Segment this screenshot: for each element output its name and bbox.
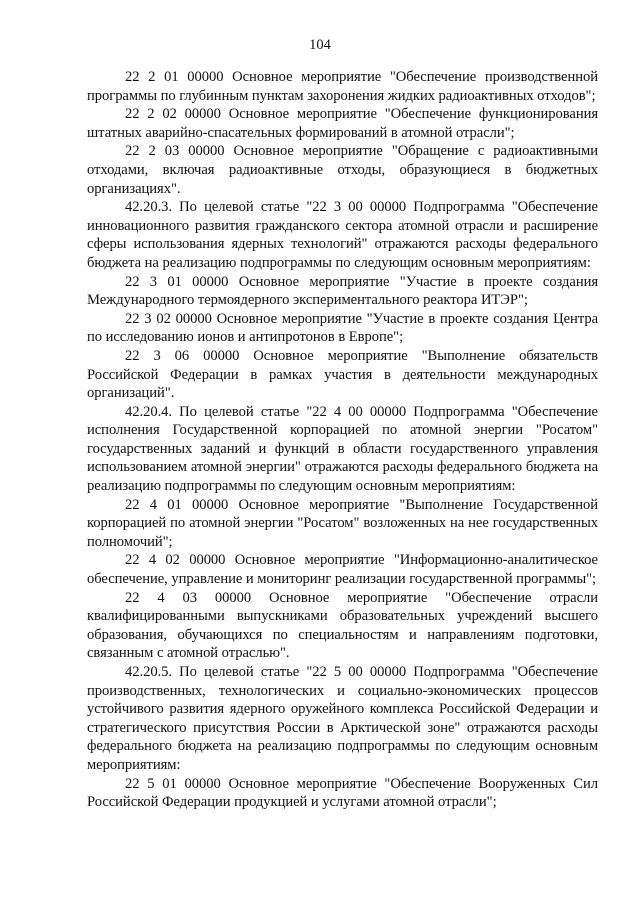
paragraph: 22 2 03 00000 Основное мероприятие "Обращение с радиоактивными отходами, включая радиоактивные отходы, образующиеся в бюджетных организациях". <box>87 143 598 197</box>
paragraph: 22 4 02 00000 Основное мероприятие "Информационно-аналитическое обеспечение, управление и мониторинг реализации государственной программы"; <box>87 552 598 588</box>
page-number: 104 <box>309 37 331 53</box>
paragraph: 22 2 02 00000 Основное мероприятие "Обеспечение функционирования штатных аварийно-спасательных формирований в атомной отрасли"; <box>87 106 598 141</box>
paragraph: 22 4 03 00000 Основное мероприятие "Обеспечение отрасли квалифицированными выпускниками образовательных учреждений высшего образования, обучающихся по специальностям и направлениям подготовки, связанным с атомной отраслью". <box>87 589 598 662</box>
paragraph: 22 5 01 00000 Основное мероприятие "Обеспечение Вооруженных Сил Российской Федерации продукцией и услугами атомной отрасли"; <box>87 775 598 811</box>
section-paragraph-42-20-3: 42.20.3. По целевой статье "22 3 00 00000 Подпрограмма "Обеспечение инновационного развития гражданского сектора атомной отрасли и расширение сферы использования ядерных технологий" отражаются расходы федерального бюджета на реализацию подпрограммы по следующим основным мероприятиям: <box>87 199 598 271</box>
paragraph: 22 2 01 00000 Основное мероприятие "Обеспечение производственной программы по глубинным пунктам захоронения жидких радиоактивных отходов"; <box>87 69 598 104</box>
paragraph: 22 4 01 00000 Основное мероприятие "Выполнение Государственной корпорацией по атомной энергии "Росатом" возложенных на нее государственных полномочий"; <box>87 496 598 550</box>
section-paragraph-42-20-5: 42.20.5. По целевой статье "22 5 00 00000 Подпрограмма "Обеспечение производственных, технологических и социально-экономических процессов устойчивого развития ядерного оружейного комплекса Российской Федерации и стратегического присутствия России в Арктической зоне" отражаются расходы федерального бюджета на реализацию подпрограммы по следующим основным мероприятиям: <box>87 664 598 773</box>
paragraph: 22 3 01 00000 Основное мероприятие "Участие в проекте создания Международного термоядерного экспериментального реактора ИТЭР"; <box>87 273 598 309</box>
paragraph: 22 3 02 00000 Основное мероприятие "Участие в проекте создания Центра по исследованию ионов и антипротонов в Европе"; <box>87 310 598 346</box>
paragraph: 22 3 06 00000 Основное мероприятие "Выполнение обязательств Российской Федерации в рамках участия в деятельности международных организаций". <box>87 347 598 402</box>
section-paragraph-42-20-4: 42.20.4. По целевой статье "22 4 00 00000 Подпрограмма "Обеспечение исполнения Государственной корпорацией по атомной энергии "Росатом" государственных заданий и функций в области государственного управления использованием атомной энергии" отражаются расходы федерального бюджета на реализацию подпрограммы по следующим основным мероприятиям: <box>87 403 598 495</box>
document-body <box>87 68 598 812</box>
